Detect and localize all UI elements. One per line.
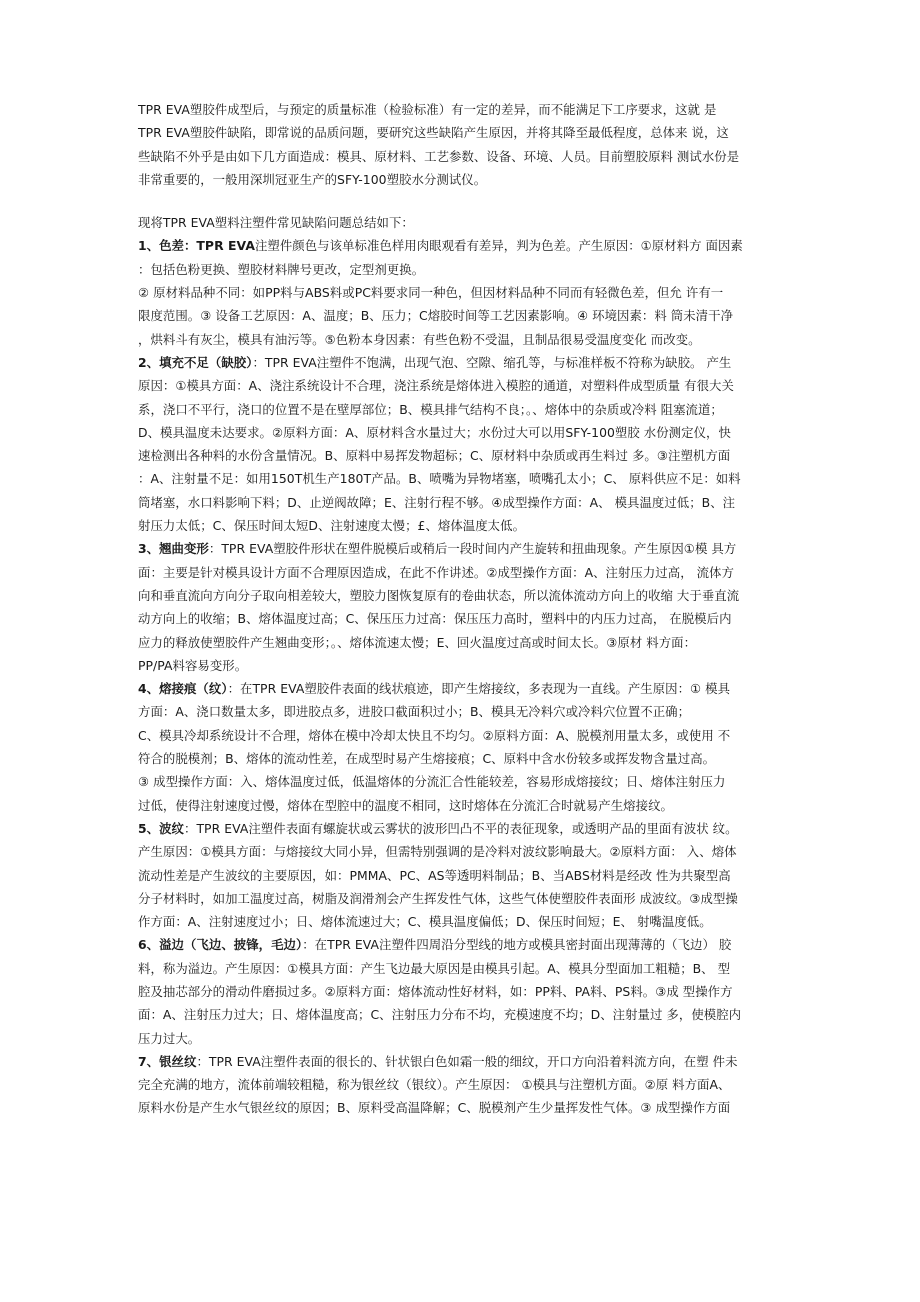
section-short-shot bbox=[138, 351, 789, 537]
section-line: 料，称为溢边。产生原因：①模具方面：产生飞边最大原因是由模具引起。A、模具分型面加工粗糙；B、 型 bbox=[138, 960, 731, 976]
section-heading: 5、波纹 bbox=[138, 820, 184, 836]
section-line: 完全充满的地方，流体前端较粗糙，称为银丝纹（银纹）。产生原因： ①模具与注塑机方面。②原 料方面A、 bbox=[138, 1077, 731, 1093]
section-line bbox=[138, 677, 789, 700]
section-line: 压力过大。 bbox=[138, 1030, 201, 1046]
section-text: ：TPR EVA注塑件不饱满，出现气泡、空隙、缩孔等，与标准样板不符称为缺胶。 产生 bbox=[252, 354, 732, 370]
section-text: ：TPR EVA注塑件表面的很长的、针状银白色如霜一般的细纹，开口方向沿着料流方向，在塑 件未 bbox=[196, 1053, 738, 1069]
document-body bbox=[138, 98, 789, 1120]
section-line bbox=[138, 933, 789, 956]
section-text: ：在TPR EVA塑胶件表面的线状痕迹，即产生熔接纹，多表现为一直线。产生原因：① 模具 bbox=[227, 681, 731, 697]
section-line bbox=[138, 537, 789, 560]
section-heading: 4、熔接痕（纹） bbox=[138, 681, 228, 697]
intro-line: 些缺陷不外乎是由如下几方面造成：模具、原材料、工艺参数、设备、环境、人员。目前塑胶原料 测试水份是 bbox=[138, 148, 740, 164]
section-heading: 3、翘曲变形 bbox=[138, 541, 209, 557]
section-line: 方面：A、浇口数量太多，即进胶点多，进胶口截面积过小；B、模具无冷料穴或冷料穴位置不正确； bbox=[138, 704, 691, 720]
section-line bbox=[138, 817, 789, 840]
section-line: 筒堵塞，水口料影响下料；D、止逆阀故障；E、注射行程不够。④成型操作方面：A、 模具温度过低；B、注 bbox=[138, 494, 736, 510]
section-line bbox=[138, 1050, 789, 1073]
section-color-difference bbox=[138, 234, 789, 350]
section-text: ：TPR EVA注塑件表面有螺旋状或云雾状的波形凹凸不平的表征现象，或透明产品的里面有波状 纹。 bbox=[184, 820, 738, 836]
intro-paragraph bbox=[138, 98, 789, 191]
section-line bbox=[138, 351, 789, 374]
section-silver-streak bbox=[138, 1050, 789, 1120]
section-heading: 6、溢边（飞边、披锋，毛边） bbox=[138, 937, 303, 953]
section-weld-line bbox=[138, 677, 789, 817]
section-line: 限度范围。③ 设备工艺原因：A、温度；B、压力；C熔胶时间等工艺因素影响。④ 环境因素：料 筒未清干净 bbox=[138, 308, 734, 324]
section-line: 作方面：A、注射速度过小；日、熔体流速过大；C、模具温度偏低；D、保压时间短；E、 射嘴温度低。 bbox=[138, 914, 712, 930]
section-line: ，烘料斗有灰尘，模具有油污等。⑤色粉本身因素：有些色粉不受温，且制品很易受温度变化 而改变。 bbox=[138, 331, 701, 347]
section-line: ② 原材料品种不同：如PP料与ABS料或PC料要求同一种色，但因材料品种不同而有轻微色差，但允 许有一 bbox=[138, 285, 724, 301]
section-text: ：在TPR EVA注塑件四周沿分型线的地方或模具密封面出现薄薄的（飞边） 胶 bbox=[302, 937, 732, 953]
section-line: 原因：①模具方面：A、浇注系统设计不合理，浇注系统是熔体进入模腔的通道，对塑料件成型质量 有很大关 bbox=[138, 378, 734, 394]
summary-intro: 现将TPR EVA塑料注塑件常见缺陷问题总结如下： bbox=[138, 215, 414, 231]
section-line: 符合的脱模剂；B、熔体的流动性差，在成型时易产生熔接痕；C、原料中含水份较多或挥发物含量过高。 bbox=[138, 751, 716, 767]
section-line: 应力的释放使塑胶件产生翘曲变形；。、熔体流速太慢；E、回火温度过高或时间太长。③原材 料方面： bbox=[138, 634, 697, 650]
section-heading: 7、银丝纹 bbox=[138, 1053, 197, 1069]
section-line: 腔及抽芯部分的滑动件磨损过多。②原料方面：熔体流动性好材料，如：PP料、PA料、PS料。③成 型操作方 bbox=[138, 983, 733, 999]
section-text: 注塑件颜色与该单标准色样用肉眼观看有差异，判为色差。产生原因：①原材料方 面因素 bbox=[254, 238, 743, 254]
section-line: 面：主要是针对模具设计方面不合理原因造成，在此不作讲述。②成型操作方面：A、注射压力过高， 流体方 bbox=[138, 564, 734, 580]
section-line: 系，浇口不平行，浇口的位置不是在壁厚部位；B、模具排气结构不良；。、熔体中的杂质或冷料 阻塞流道； bbox=[138, 401, 723, 417]
section-warpage bbox=[138, 537, 789, 677]
section-heading: 2、填充不足（缺胶） bbox=[138, 354, 253, 370]
section-line: 射压力太低；C、保压时间太短D、注射速度太慢；£、熔体温度太低。 bbox=[138, 518, 526, 534]
section-line: C、模具冷却系统设计不合理，熔体在模中冷却太快且不均匀。②原料方面：A、脱模剂用量太多，或使用 不 bbox=[138, 727, 731, 743]
section-line: ：包括色粉更换、塑胶材料牌号更改，定型剂更换。 bbox=[138, 261, 425, 277]
section-line: 面：A、注射压力过大；日、熔体温度高；C、注射压力分布不均，充模速度不均；D、注射量过 多，使模腔内 bbox=[138, 1007, 742, 1023]
section-line bbox=[138, 234, 789, 257]
section-text: ：TPR EVA塑胶件形状在塑件脱模后或稍后一段时间内产生旋转和扭曲现象。产生原因①模 具方 bbox=[208, 541, 737, 557]
section-line: 流动性差是产生波纹的主要原因，如：PMMA、PC、AS等透明料制品；B、当ABS材料是经改 性为共聚型高 bbox=[138, 867, 731, 883]
section-line: 速检测出各种料的水份含量情况。B、原料中易挥发物超标；C、原材料中杂质或再生料过 多。③注塑机方面 bbox=[138, 448, 731, 464]
intro-line: 非常重要的，一般用深圳冠亚生产的SFY-100塑胶水分测试仪。 bbox=[138, 171, 487, 187]
intro-line: TPR EVA塑胶件成型后，与预定的质量标准（检验标准）有一定的差异，而不能满足下工序要求，这就 是 bbox=[138, 102, 717, 117]
intro-line: TPR EVA塑胶件缺陷，即常说的品质问题，要研究这些缺陷产生原因，并将其降至最低程度，总体来 说，这 bbox=[138, 125, 729, 141]
section-line: 原料水份是产生水气银丝纹的原因；B、原料受高温降解；C、脱模剂产生少量挥发性气体。③ 成型操作方面 bbox=[138, 1100, 731, 1116]
section-heading: 1、色差：TPR EVA bbox=[138, 238, 255, 254]
section-line: 产生原因：①模具方面：与熔接纹大同小异，但需特别强调的是冷料对波纹影响最大。②原料方面： 入、熔体 bbox=[138, 844, 737, 860]
section-line: 分子材料时，如加工温度过高，树脂及润滑剂会产生挥发性气体，这些气体使塑胶件表面形 成波纹。③成型操 bbox=[138, 890, 738, 906]
section-line: 动方向上的收缩；B、熔体温度过高；C、保压压力过高：保压压力高时，塑料中的内压力过高， 在脱模后内 bbox=[138, 611, 732, 627]
section-flash bbox=[138, 933, 789, 1049]
section-line: ：A、注射量不足：如用150T机生产180T产品。B、喷嘴为异物堵塞，喷嘴孔太小；C、 原料供应不足：如料 bbox=[138, 471, 741, 487]
section-line: 过低，使得注射速度过慢，熔体在型腔中的温度不相同，这时熔体在分流汇合时就易产生熔接纹。 bbox=[138, 797, 673, 813]
section-line: D、模具温度未达要求。②原料方面：A、原材料含水量过大；水份过大可以用SFY-100塑胶 水份测定仪，快 bbox=[138, 424, 731, 440]
section-line: 向和垂直流向方向分子取向相差较大，塑胶力图恢复原有的卷曲状态，所以流体流动方向上的收缩 大于垂直流 bbox=[138, 587, 740, 603]
section-line: ③ 成型操作方面：入、熔体温度过低，低温熔体的分流汇合性能较差，容易形成熔接纹；日、熔体注射压力 bbox=[138, 774, 726, 790]
section-line: PP/PA料容易变形。 bbox=[138, 657, 248, 673]
section-ripple bbox=[138, 817, 789, 933]
